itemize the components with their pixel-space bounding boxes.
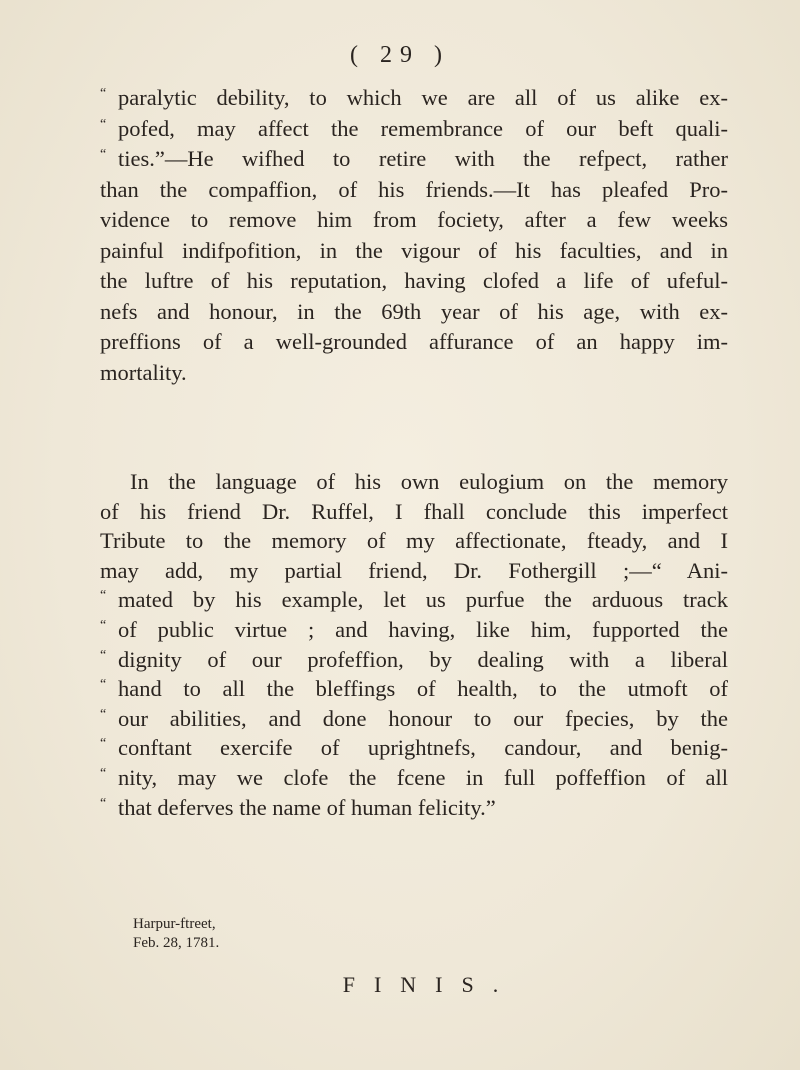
signature-place: Harpur-ftreet,	[133, 916, 216, 932]
line-text: painful indifpofition, in the vigour of his faculties, and in	[100, 237, 728, 263]
quote-mark: “	[100, 588, 107, 604]
text-line	[100, 144, 728, 175]
line-text: mated by his example, let us purfue the arduous track	[118, 587, 728, 613]
text-line	[100, 297, 728, 328]
line-text: Tribute to the memory of my affectionate, fteady, and I	[100, 528, 728, 554]
line-text: dignity of our profeffion, by dealing with a liberal	[118, 646, 728, 672]
line-text: the luftre of his reputation, having clofed a life of ufeful-	[100, 268, 728, 293]
page-number: ( 29 )	[350, 42, 450, 68]
text-line	[100, 114, 728, 145]
line-text: nefs and honour, in the 69th year of his age, with ex-	[100, 298, 728, 324]
quote-mark: “	[100, 617, 107, 633]
text-line	[100, 585, 728, 615]
quote-mark: “	[100, 736, 107, 752]
text-line	[100, 526, 728, 556]
line-text: that deferves the name of human felicity.”	[118, 794, 496, 820]
quote-mark: “	[100, 677, 107, 693]
text-line	[100, 358, 728, 389]
line-text: nity, may we clofe the fcene in full poffeffion of all	[118, 764, 728, 790]
text-line	[100, 497, 728, 527]
line-text: conftant exercife of uprightnefs, candour, and benig-	[118, 735, 728, 761]
quote-mark: “	[100, 647, 107, 663]
line-text: paralytic debility, to which we are all of us alike ex-	[118, 85, 728, 110]
text-line	[100, 733, 728, 763]
signature-block	[133, 915, 219, 953]
text-line	[100, 175, 728, 206]
line-text: In the language of his own eulogium on the memory	[130, 469, 728, 494]
quote-mark: “	[100, 765, 107, 781]
text-line	[100, 645, 728, 675]
line-text: vidence to remove him from fociety, after a few weeks	[100, 207, 728, 232]
text-line	[100, 205, 728, 236]
line-text: of his friend Dr. Ruffel, I fhall conclude this imperfect	[100, 498, 728, 524]
text-line	[100, 615, 728, 645]
text-line	[100, 763, 728, 793]
quote-mark: “	[100, 116, 107, 132]
line-text: of public virtue ; and having, like him, fupported the	[118, 616, 728, 642]
text-line	[100, 83, 728, 114]
text-line	[100, 467, 728, 497]
paragraph-2	[100, 467, 728, 822]
line-text: may add, my partial friend, Dr. Fothergill ;—“ Ani-	[100, 557, 728, 583]
signature-date: Feb. 28, 1781.	[133, 935, 220, 951]
finis-heading: FINIS.	[342, 972, 518, 997]
text-line	[100, 236, 728, 267]
quote-mark: “	[100, 706, 107, 722]
quote-mark: “	[100, 86, 107, 101]
line-text: mortality.	[100, 359, 187, 385]
text-line	[100, 704, 728, 734]
line-text: pofed, may affect the remembrance of our beft quali-	[118, 115, 728, 141]
text-line	[100, 674, 728, 704]
text-line	[100, 556, 728, 586]
text-line	[100, 327, 728, 358]
line-text: ties.”—He wifhed to retire with the refpect, rather	[118, 146, 728, 171]
paragraph-1	[100, 83, 728, 388]
line-text: preffions of a well-grounded affurance of an happy im-	[100, 329, 728, 354]
line-text: than the compaffion, of his friends.—It has pleafed Pro-	[100, 176, 728, 202]
line-text: hand to all the bleffings of health, to the utmoft of	[118, 676, 728, 702]
quote-mark: “	[100, 795, 107, 811]
text-line	[100, 266, 728, 297]
quote-mark: “	[100, 147, 107, 162]
line-text: our abilities, and done honour to our fpecies, by the	[118, 705, 728, 731]
text-line	[100, 793, 728, 823]
